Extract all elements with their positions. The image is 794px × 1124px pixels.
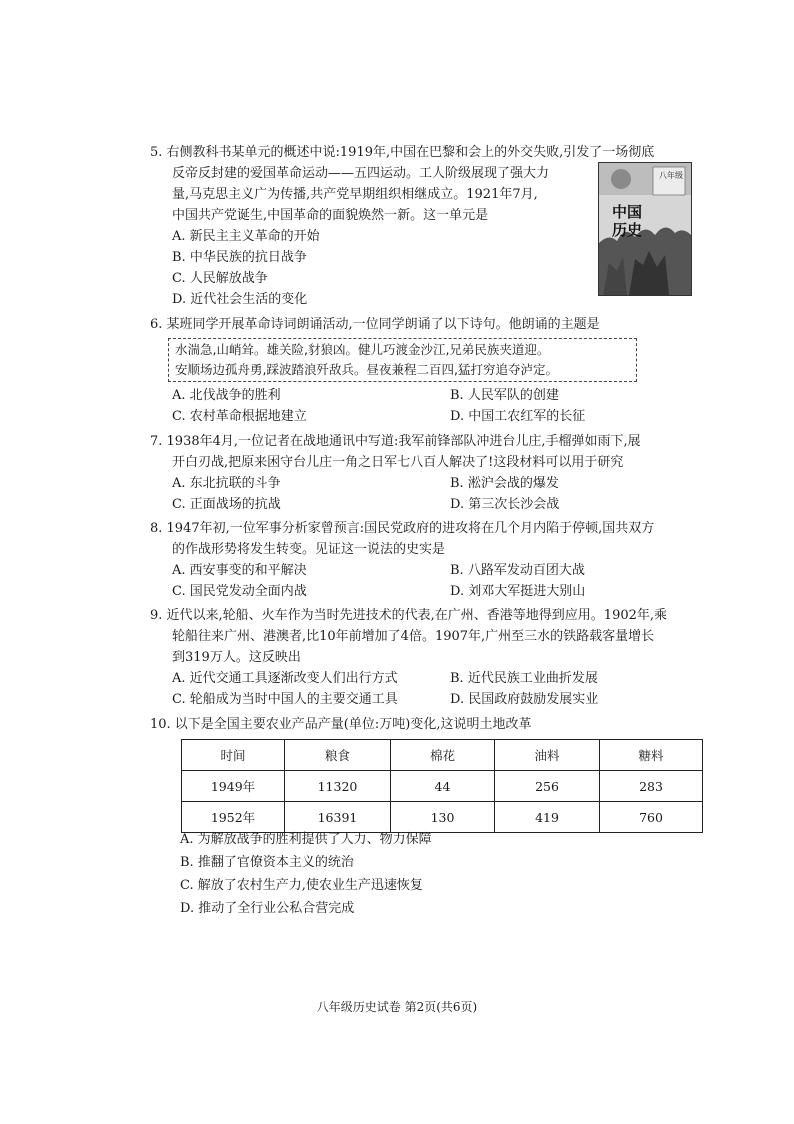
question-6-stem: 6. 某班同学开展革命诗词朗诵活动,一位同学朗诵了以下诗句。他朗诵的主题是 <box>150 317 600 332</box>
question-9-option-b: B. 近代民族工业曲折发展 <box>450 671 598 686</box>
poem-line: 水湍急,山峭耸。雄关险,豺狼凶。健儿巧渡金沙江,兄弟民族夹道迎。 <box>175 342 550 357</box>
question-8 <box>150 518 705 602</box>
question-7-options <box>150 473 705 515</box>
question-7-line: 开白刃战,把原来困守台儿庄一角之日军七八百人解决了!这段材料可以用于研究 <box>172 455 624 470</box>
question-10-option-a: A. 为解放战争的胜利提供了人力、物力保障 <box>180 832 432 847</box>
question-9-line: 9. 近代以来,轮船、火车作为当时先进技术的代表,在广州、香港等地得到应用。1902年,乘 <box>150 608 668 623</box>
question-7-option-a: A. 东北抗联的斗争 <box>172 476 281 491</box>
textbook-grade-label: 八年级 <box>659 171 683 180</box>
page-footer: 八年级历史试卷 第2页(共6页) <box>316 1000 478 1014</box>
table-row <box>182 771 703 802</box>
question-5-line: 中国共产党诞生,中国革命的面貌焕然一新。这一单元是 <box>172 208 489 223</box>
table-cell: 130 <box>391 802 495 833</box>
table-header-cell: 粮食 <box>285 740 391 771</box>
table-cell: 16391 <box>285 802 391 833</box>
question-10-option-d: D. 推动了全行业公私合营完成 <box>180 901 355 916</box>
table-header-row <box>182 740 703 771</box>
question-8-line: 的作战形势将发生转变。见证这一说法的史实是 <box>172 542 446 557</box>
table-cell: 1949年 <box>182 771 285 802</box>
question-8-option-a: A. 西安事变的和平解决 <box>172 563 307 578</box>
question-5-option-a: A. 新民主主义革命的开始 <box>172 229 320 244</box>
question-10-options <box>150 828 705 920</box>
question-10-option-c: C. 解放了农村生产力,使农业生产迅速恢复 <box>180 878 423 893</box>
question-6-option-d: D. 中国工农红军的长征 <box>450 409 586 424</box>
question-5-line: 反帝反封建的爱国革命运动——五四运动。工人阶级展现了强大力 <box>172 166 550 181</box>
question-10 <box>150 714 705 735</box>
textbook-title <box>605 203 649 239</box>
table-cell: 44 <box>391 771 495 802</box>
question-10-option-b: B. 推翻了官僚资本主义的统治 <box>180 855 354 870</box>
table-header-cell: 棉花 <box>391 740 495 771</box>
table-cell: 760 <box>600 802 703 833</box>
question-5-line: 量,马克思主义广为传播,共产党早期组织相继成立。1921年7月, <box>172 187 538 202</box>
question-6-options <box>150 385 705 427</box>
question-5-option-d: D. 近代社会生活的变化 <box>172 292 308 307</box>
question-9-options <box>150 668 705 710</box>
question-8-line: 8. 1947年初,一位军事分析家曾预言:国民党政府的进攻将在几个月内陷于停顿,国共双方 <box>150 521 655 536</box>
question-7-option-d: D. 第三次长沙会战 <box>450 497 560 512</box>
question-7 <box>150 431 705 515</box>
question-10-stem: 10. 以下是全国主要农业产品产量(单位:万吨)变化,这说明土地改革 <box>150 717 532 732</box>
table-cell: 256 <box>495 771 600 802</box>
question-5-option-c: C. 人民解放战争 <box>172 271 268 286</box>
question-8-option-b: B. 八路军发动百团大战 <box>450 563 585 578</box>
question-6-option-b: B. 人民军队的创建 <box>450 388 559 403</box>
table-cell: 1952年 <box>182 802 285 833</box>
question-8-options <box>150 560 705 602</box>
question-9-option-d: D. 民国政府鼓励发展实业 <box>450 692 599 707</box>
question-6-option-a: A. 北伐战争的胜利 <box>172 388 281 403</box>
textbook-cover-image <box>598 162 692 296</box>
table-header-cell: 时间 <box>182 740 285 771</box>
question-5-option-b: B. 中华民族的抗日战争 <box>172 250 307 265</box>
poem-line: 安顺场边孤舟勇,踩波踏浪歼敌兵。昼夜兼程二百四,猛打穷追夺泸定。 <box>175 362 558 377</box>
production-table <box>181 739 703 833</box>
textbook-title-line: 历史 <box>611 221 642 239</box>
textbook-title-line: 中国 <box>611 203 642 221</box>
question-9-line: 到319万人。这反映出 <box>172 650 301 665</box>
question-7-line: 7. 1938年4月,一位记者在战地通讯中写道:我军前锋部队冲进台儿庄,手榴弹如雨下,展 <box>150 434 641 449</box>
table-cell: 283 <box>600 771 703 802</box>
question-9 <box>150 605 705 710</box>
question-9-option-c: C. 轮船成为当时中国人的主要交通工具 <box>172 692 398 707</box>
poem-box <box>168 338 637 382</box>
question-8-option-d: D. 刘邓大军挺进大别山 <box>450 584 586 599</box>
table-cell: 11320 <box>285 771 391 802</box>
question-6-option-c: C. 农村革命根据地建立 <box>172 409 307 424</box>
table-header-cell: 油料 <box>495 740 600 771</box>
question-7-option-c: C. 正面战场的抗战 <box>172 497 281 512</box>
table-cell: 419 <box>495 802 600 833</box>
question-6 <box>150 314 705 427</box>
question-9-option-a: A. 近代交通工具逐渐改变人们出行方式 <box>172 671 398 686</box>
question-8-option-c: C. 国民党发动全面内战 <box>172 584 307 599</box>
table-header-cell: 糖料 <box>600 740 703 771</box>
question-7-option-b: B. 淞沪会战的爆发 <box>450 476 559 491</box>
question-9-line: 轮船往来广州、港澳者,比10年前增加了4倍。1907年,广州至三水的铁路载客量增长 <box>172 629 655 644</box>
question-5-line: 5. 右侧教科书某单元的概述中说:1919年,中国在巴黎和会上的外交失败,引发了一场彻底 <box>150 145 655 160</box>
